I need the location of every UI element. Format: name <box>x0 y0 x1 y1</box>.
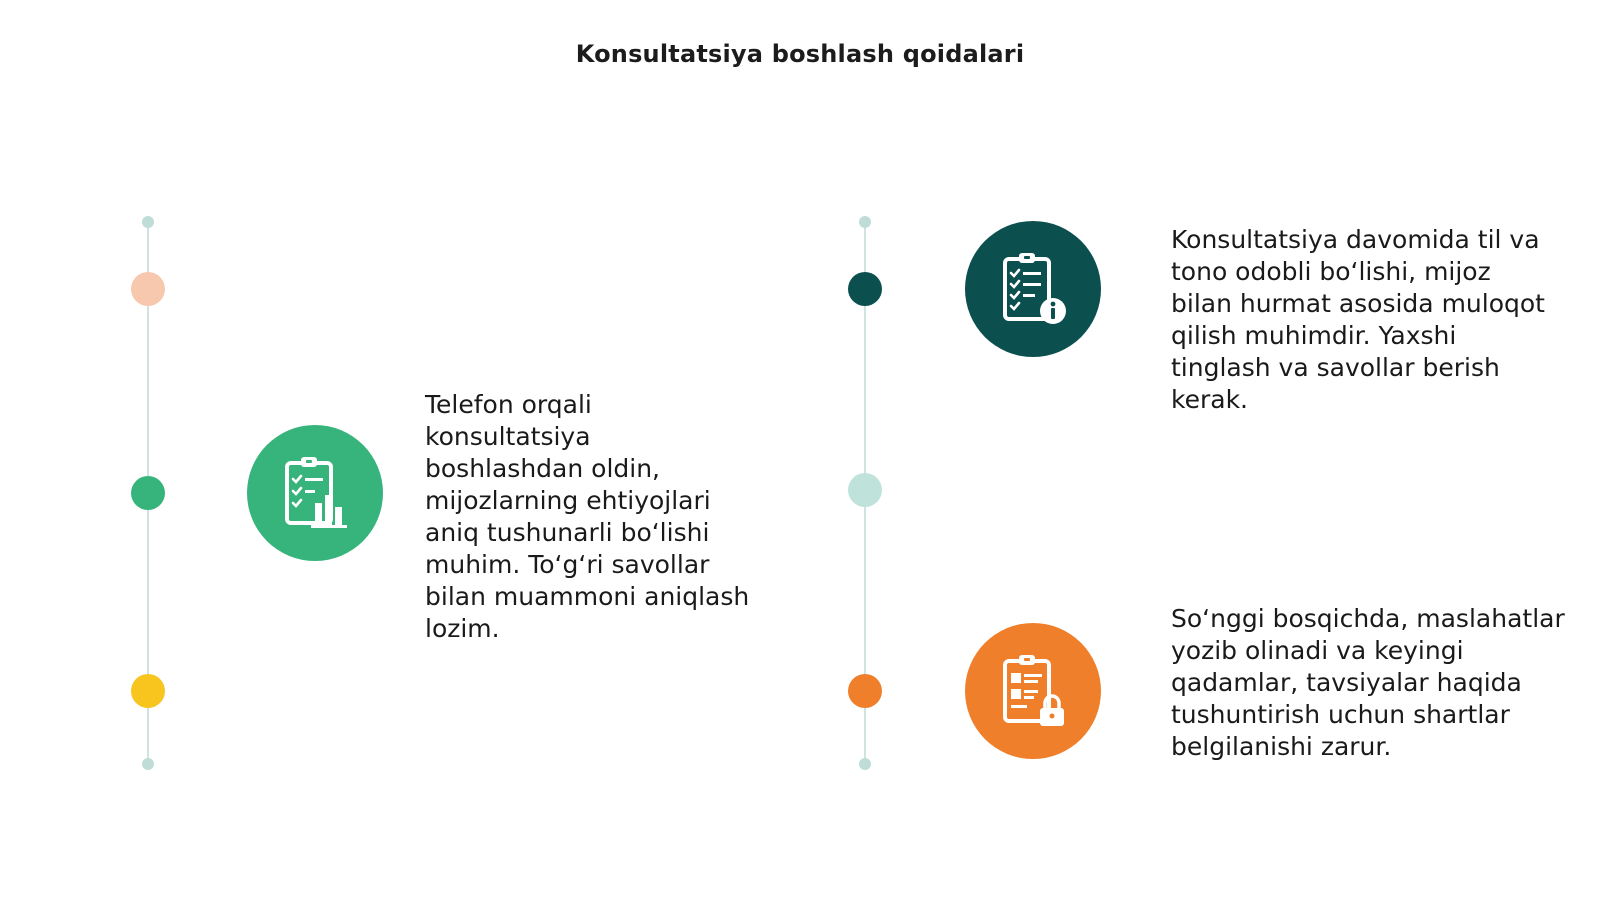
right-marker-mint <box>848 473 882 507</box>
right-marker-orange <box>848 674 882 708</box>
step-3-text: So‘nggi bosqichda, maslahatlar yozib olinadi va keyingi qadamlar, tavsiyalar haqida tushuntirish uchun shartlar belgilanishi zarur. <box>1171 604 1565 761</box>
left-marker-green <box>131 476 165 510</box>
step-1-icon-circle <box>247 425 383 561</box>
left-marker-peach <box>131 272 165 306</box>
clipboard-info-icon <box>997 251 1069 327</box>
clipboard-chart-icon <box>279 455 351 531</box>
right-marker-dark-teal <box>848 272 882 306</box>
right-timeline-bottom-end <box>859 758 871 770</box>
left-timeline-bottom-end <box>142 758 154 770</box>
page-title: Konsultatsiya boshlash qoidalari <box>575 40 1025 68</box>
step-2-icon-circle <box>965 221 1101 357</box>
step-3-icon-circle <box>965 623 1101 759</box>
step-1-text: Telefon orqali konsultatsiya boshlashdan oldin, mijozlarning ehtiyojlari aniq tushunarli bo‘lishi muhim. To‘g‘ri savollar bilan muammoni aniqlash lozim. <box>425 390 750 643</box>
right-timeline-top-end <box>859 216 871 228</box>
left-marker-yellow <box>131 674 165 708</box>
clipboard-lock-icon <box>997 653 1069 729</box>
step-2-text: Konsultatsiya davomida til va tono odobli bo‘lishi, mijoz bilan hurmat asosida muloqot qilish muhimdir. Yaxshi tinglash va savollar berish kerak. <box>1171 225 1545 414</box>
left-timeline-top-end <box>142 216 154 228</box>
